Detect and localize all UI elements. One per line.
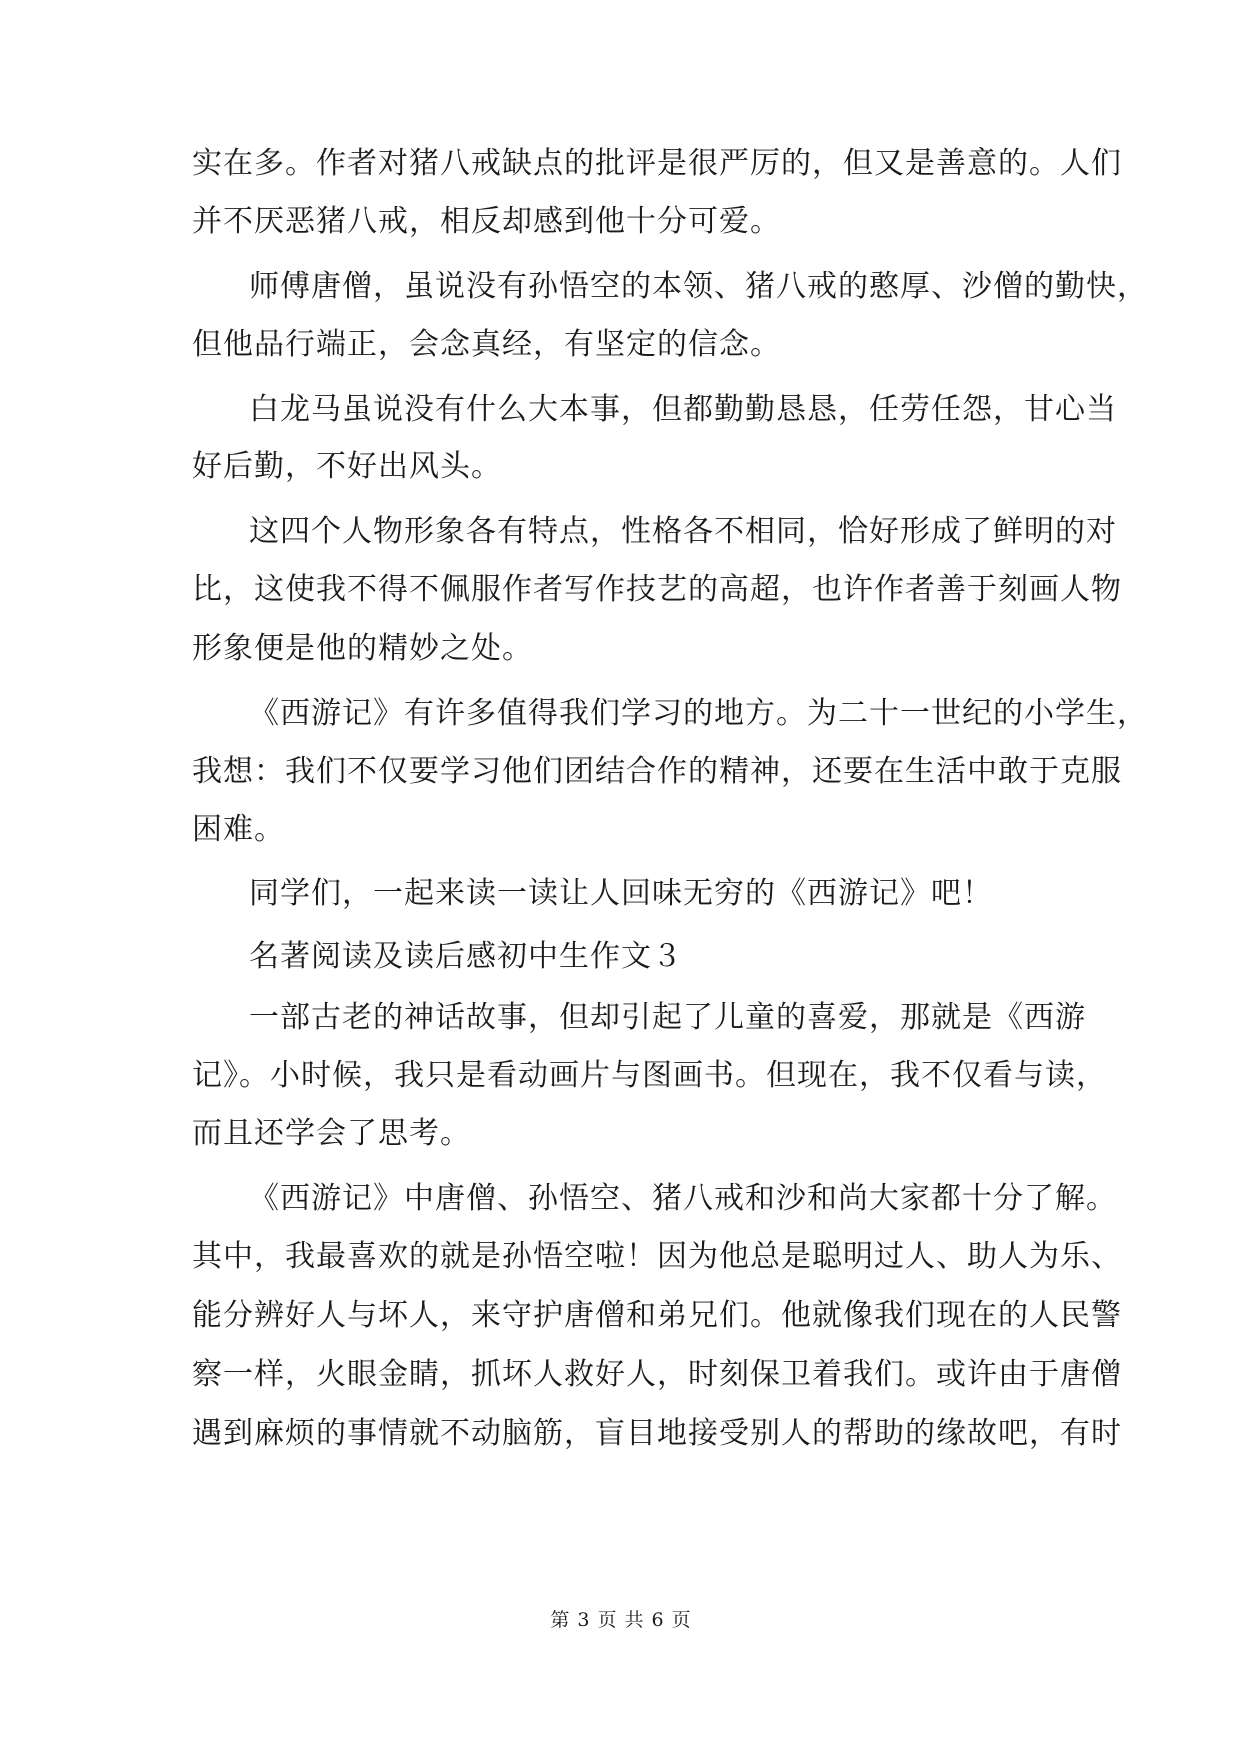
text-line: 形象便是他的精妙之处。 — [192, 631, 533, 666]
text-line: 记》。小时候，我只是看动画片与图画书。但现在，我不仅看与读， — [192, 1058, 1107, 1093]
text-line: 实在多。作者对猪八戒缺点的批评是很严厉的，但又是善意的。人们 — [192, 146, 1122, 181]
text-line: 能分辨好人与坏人，来守护唐僧和弟兄们。他就像我们现在的人民警 — [192, 1298, 1122, 1333]
total-pages-number: 6 — [651, 1609, 664, 1631]
text-line: 《西游记》中唐僧、孙悟空、猪八戒和沙和尚大家都十分了解。 — [249, 1181, 1117, 1216]
text-line: 比，这使我不得不佩服作者写作技艺的高超，也许作者善于刻画人物 — [192, 572, 1122, 607]
text-line: 师傅唐僧，虽说没有孙悟空的本领、猪八戒的憨厚、沙僧的勤快， — [249, 269, 1148, 304]
text-line: 察一样，火眼金睛，抓坏人救好人，时刻保卫着我们。或许由于唐僧 — [192, 1357, 1122, 1392]
text-line: 同学们，一起来读一读让人回味无穷的《西游记》吧！ — [249, 876, 993, 911]
page-footer — [0, 1608, 1241, 1632]
text-line: 其中，我最喜欢的就是孙悟空啦！因为他总是聪明过人、助人为乐、 — [192, 1239, 1122, 1274]
text-line: 但他品行端正，会念真经，有坚定的信念。 — [192, 327, 781, 362]
text-line: 好后勤，不好出风头。 — [192, 449, 502, 484]
text-line: 白龙马虽说没有什么大本事，但都勤勤恳恳，任劳任怨，甘心当 — [249, 392, 1117, 427]
text-line: 这四个人物形象各有特点，性格各不相同，恰好形成了鲜明的对 — [249, 514, 1117, 549]
current-page-number: 3 — [577, 1609, 590, 1631]
text-line: 一部古老的神话故事，但却引起了儿童的喜爱，那就是《西游 — [249, 1000, 1086, 1035]
footer-label: 第 — [550, 1609, 570, 1631]
text-line: 我想：我们不仅要学习他们团结合作的精神，还要在生活中敢于克服 — [192, 754, 1122, 789]
text-line: 《西游记》有许多值得我们学习的地方。为二十一世纪的小学生， — [249, 696, 1148, 731]
section-heading: 名著阅读及读后感初中生作文３ — [249, 939, 683, 974]
text-line: 而且还学会了思考。 — [192, 1116, 471, 1151]
text-line: 并不厌恶猪八戒，相反却感到他十分可爱。 — [192, 204, 781, 239]
footer-label: 页 — [597, 1609, 617, 1631]
footer-label: 页 — [671, 1609, 691, 1631]
text-line: 遇到麻烦的事情就不动脑筋，盲目地接受别人的帮助的缘故吧，有时 — [192, 1416, 1122, 1451]
footer-label: 共 — [624, 1609, 644, 1631]
text-line: 困难。 — [192, 812, 285, 847]
